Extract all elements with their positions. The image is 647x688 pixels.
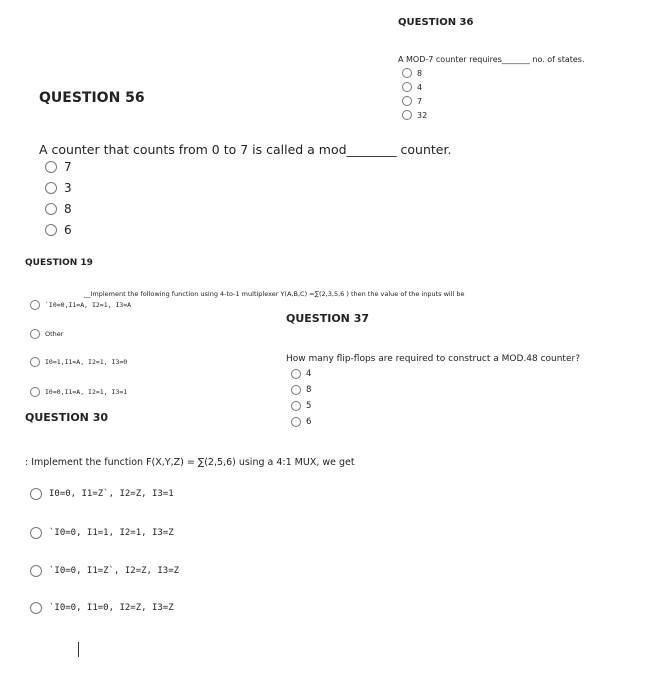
q30-option-3[interactable] [30, 565, 179, 577]
option-label: 4 [306, 369, 312, 379]
q36-option-2[interactable] [402, 82, 422, 92]
question-19-text: __Implement the following function using 4-to-1 multiplexer Y(A,B,C) =∑(2,3,5,6 ) then the value of the inputs will be [84, 290, 465, 298]
radio-button[interactable] [45, 182, 57, 194]
q36-option-4[interactable] [402, 110, 427, 120]
option-label: 7 [417, 96, 423, 106]
question-37-text: How many flip-flops are required to construct a MOD.48 counter? [286, 354, 580, 364]
radio-button[interactable] [30, 300, 40, 310]
q19-option-1[interactable] [30, 300, 131, 310]
q37-option-3[interactable] [291, 401, 311, 411]
option-label: `I0=0,I1=A, I2=1, I3=A [45, 301, 132, 309]
q19-option-4[interactable] [30, 387, 127, 397]
option-label: 4 [417, 82, 423, 92]
question-56-title: QUESTION 56 [39, 90, 145, 106]
q56-option-2[interactable] [45, 181, 72, 195]
radio-button[interactable] [291, 369, 301, 379]
q19-option-2[interactable] [30, 329, 63, 339]
option-label: `I0=0, I1=Z`, I2=Z, I3=Z [49, 566, 180, 576]
radio-button[interactable] [291, 385, 301, 395]
radio-button[interactable] [45, 161, 57, 173]
radio-button[interactable] [30, 565, 42, 577]
option-label: I0=0, I1=Z`, I2=Z, I3=1 [49, 489, 174, 499]
question-36-title: QUESTION 36 [398, 17, 474, 28]
q30-option-4[interactable] [30, 602, 174, 614]
q37-option-2[interactable] [291, 385, 311, 395]
radio-button[interactable] [30, 387, 40, 397]
q37-option-4[interactable] [291, 417, 311, 427]
option-label: 8 [306, 385, 312, 395]
radio-button[interactable] [30, 527, 42, 539]
question-37-title: QUESTION 37 [286, 312, 370, 325]
option-label: 8 [64, 202, 72, 216]
q56-option-1[interactable] [45, 160, 72, 174]
q36-option-1[interactable] [402, 68, 422, 78]
q30-option-1[interactable] [30, 488, 174, 500]
question-36-text: A MOD-7 counter requires_______ no. of states. [398, 55, 585, 64]
radio-button[interactable] [291, 401, 301, 411]
option-label: 32 [417, 110, 428, 120]
question-56-text: A counter that counts from 0 to 7 is called a mod________ counter. [39, 142, 452, 157]
option-label: 6 [64, 223, 72, 237]
option-label: `I0=0, I1=1, I2=1, I3=Z [49, 528, 174, 538]
question-19-title: QUESTION 19 [25, 258, 93, 268]
radio-button[interactable] [291, 417, 301, 427]
question-30-title: QUESTION 30 [25, 411, 109, 424]
option-label: 3 [64, 181, 72, 195]
radio-button[interactable] [30, 602, 42, 614]
option-label: 5 [306, 401, 312, 411]
text-cursor [78, 642, 79, 657]
question-30-text: : Implement the function F(X,Y,Z) = ∑(2,5,6) using a 4:1 MUX, we get [25, 457, 355, 468]
q36-option-3[interactable] [402, 96, 422, 106]
q56-option-4[interactable] [45, 223, 72, 237]
q19-option-3[interactable] [30, 357, 127, 367]
radio-button[interactable] [30, 329, 40, 339]
option-label: 8 [417, 68, 423, 78]
q37-option-1[interactable] [291, 369, 311, 379]
radio-button[interactable] [402, 82, 412, 92]
option-label: I0=1,I1=A, I2=1, I3=0 [45, 358, 128, 366]
radio-button[interactable] [45, 224, 57, 236]
radio-button[interactable] [402, 68, 412, 78]
option-label: I0=0,I1=A, I2=1, I3=1 [45, 388, 128, 396]
q56-option-3[interactable] [45, 202, 72, 216]
option-label: 6 [306, 417, 312, 427]
option-label: `I0=0, I1=0, I2=Z, I3=Z [49, 603, 174, 613]
radio-button[interactable] [402, 110, 412, 120]
option-label: Other [45, 330, 64, 338]
radio-button[interactable] [30, 357, 40, 367]
radio-button[interactable] [402, 96, 412, 106]
option-label: 7 [64, 160, 72, 174]
q30-option-2[interactable] [30, 527, 174, 539]
radio-button[interactable] [30, 488, 42, 500]
radio-button[interactable] [45, 203, 57, 215]
